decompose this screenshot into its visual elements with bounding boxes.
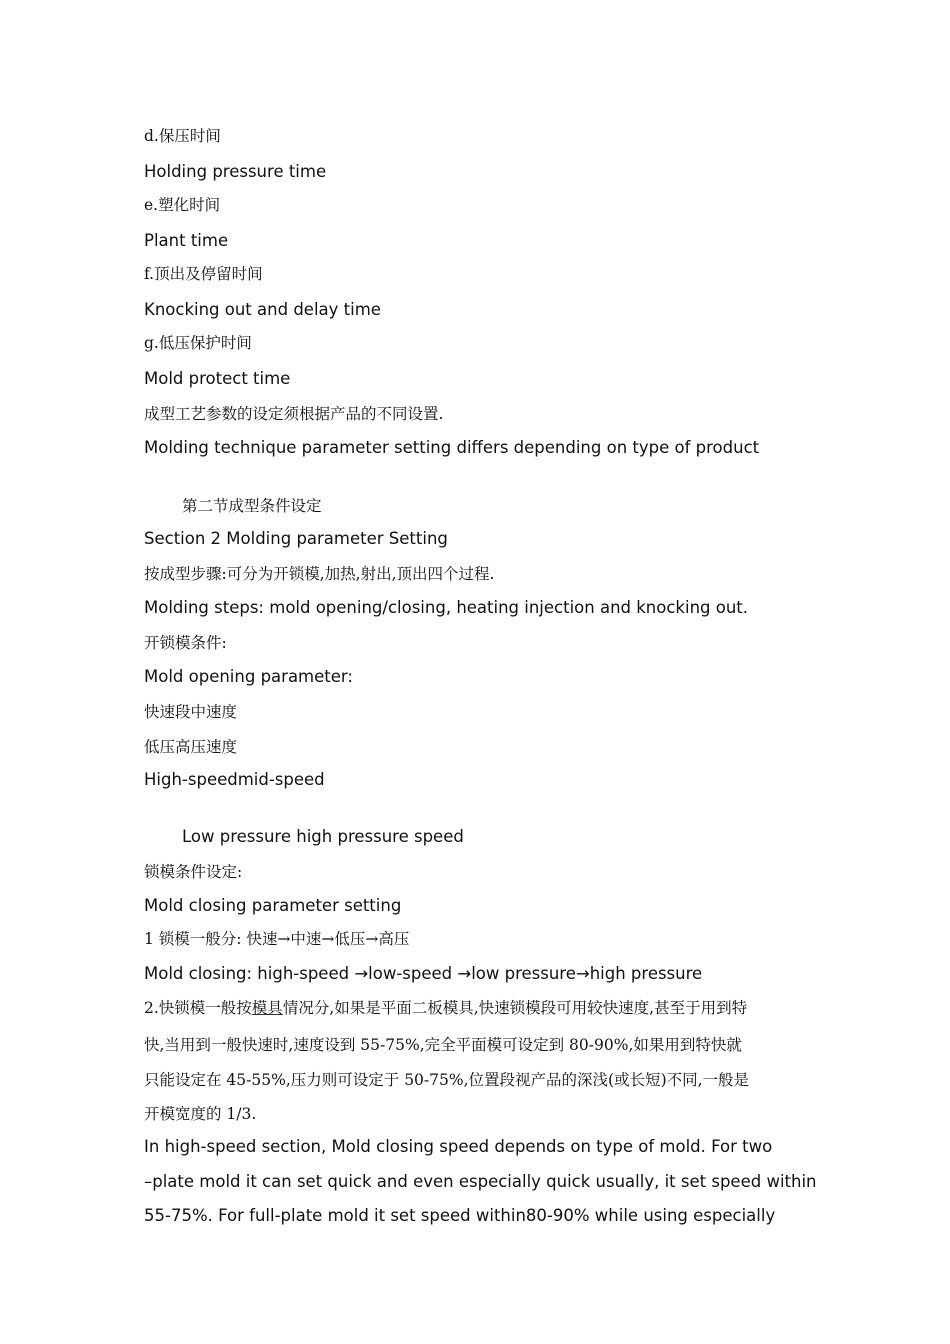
parameter-note-chinese: 成型工艺参数的设定须根据产品的不同设置. (144, 405, 444, 423)
english-paragraph-line-3: 55-75%. For full-plate mold it set speed within80-90% while using especially (144, 1206, 776, 1225)
fast-closing-paragraph-line-2: 快,当用到一般快速时,速度设到 55-75%,完全平面模可设定到 80-90%,如果用到特快就 (144, 1036, 742, 1054)
item-d-heading: d.保压时间 (144, 127, 221, 145)
mold-closing-heading-chinese: 锁模条件设定: (144, 863, 243, 881)
item-f-english: Knocking out and delay time (144, 300, 381, 319)
molding-steps-chinese: 按成型步骤:可分为开锁模,加热,射出,顶出四个过程. (144, 565, 495, 583)
mold-opening-heading-chinese: 开锁模条件: (144, 634, 227, 652)
section-2-heading-chinese: 第二节成型条件设定 (182, 497, 322, 515)
item-g-english: Mold protect time (144, 369, 291, 388)
fast-closing-paragraph-line-3: 只能设定在 45-55%,压力则可设定于 50-75%,位置段视产品的深浅(或长短)不同,一般是 (144, 1071, 750, 1089)
english-paragraph-line-2: –plate mold it can set quick and even especially quick usually, it set speed within (144, 1172, 817, 1191)
english-paragraph-line-1: In high-speed section, Mold closing speed depends on type of mold. For two (144, 1137, 773, 1156)
item-e-english: Plant time (144, 231, 229, 250)
item-d-english: Holding pressure time (144, 162, 327, 181)
mold-closing-sequence-english: Mold closing: high-speed →low-speed →low pressure→high pressure (144, 964, 703, 983)
fast-closing-paragraph-line-4: 开模宽度的 1/3. (144, 1105, 257, 1123)
item-e-heading: e.塑化时间 (144, 196, 221, 214)
parameter-note-english: Molding technique parameter setting differs depending on type of product (144, 438, 760, 457)
fast-closing-text-end: 情况分,如果是平面二板模具,快速锁模段可用较快速度,甚至于用到特 (282, 999, 748, 1017)
mold-underlined-term: 模具 (251, 999, 283, 1017)
speed-label-2-english: Low pressure high pressure speed (182, 827, 464, 846)
fast-closing-paragraph-line-1 (144, 998, 747, 1018)
fast-closing-text-start: 2.快锁模一般按 (144, 999, 252, 1017)
speed-label-2-chinese: 低压高压速度 (144, 738, 238, 756)
item-g-heading: g.低压保护时间 (144, 334, 252, 352)
molding-steps-english: Molding steps: mold opening/closing, heating injection and knocking out. (144, 598, 749, 617)
mold-closing-heading-english: Mold closing parameter setting (144, 896, 402, 915)
speed-label-1-english: High-speedmid-speed (144, 770, 325, 789)
mold-closing-sequence-chinese: 1 锁模一般分: 快速→中速→低压→高压 (144, 930, 410, 948)
section-2-heading-english: Section 2 Molding parameter Setting (144, 529, 448, 548)
item-f-heading: f.顶出及停留时间 (144, 265, 263, 283)
mold-opening-heading-english: Mold opening parameter: (144, 667, 353, 686)
speed-label-1-chinese: 快速段中速度 (144, 703, 238, 721)
